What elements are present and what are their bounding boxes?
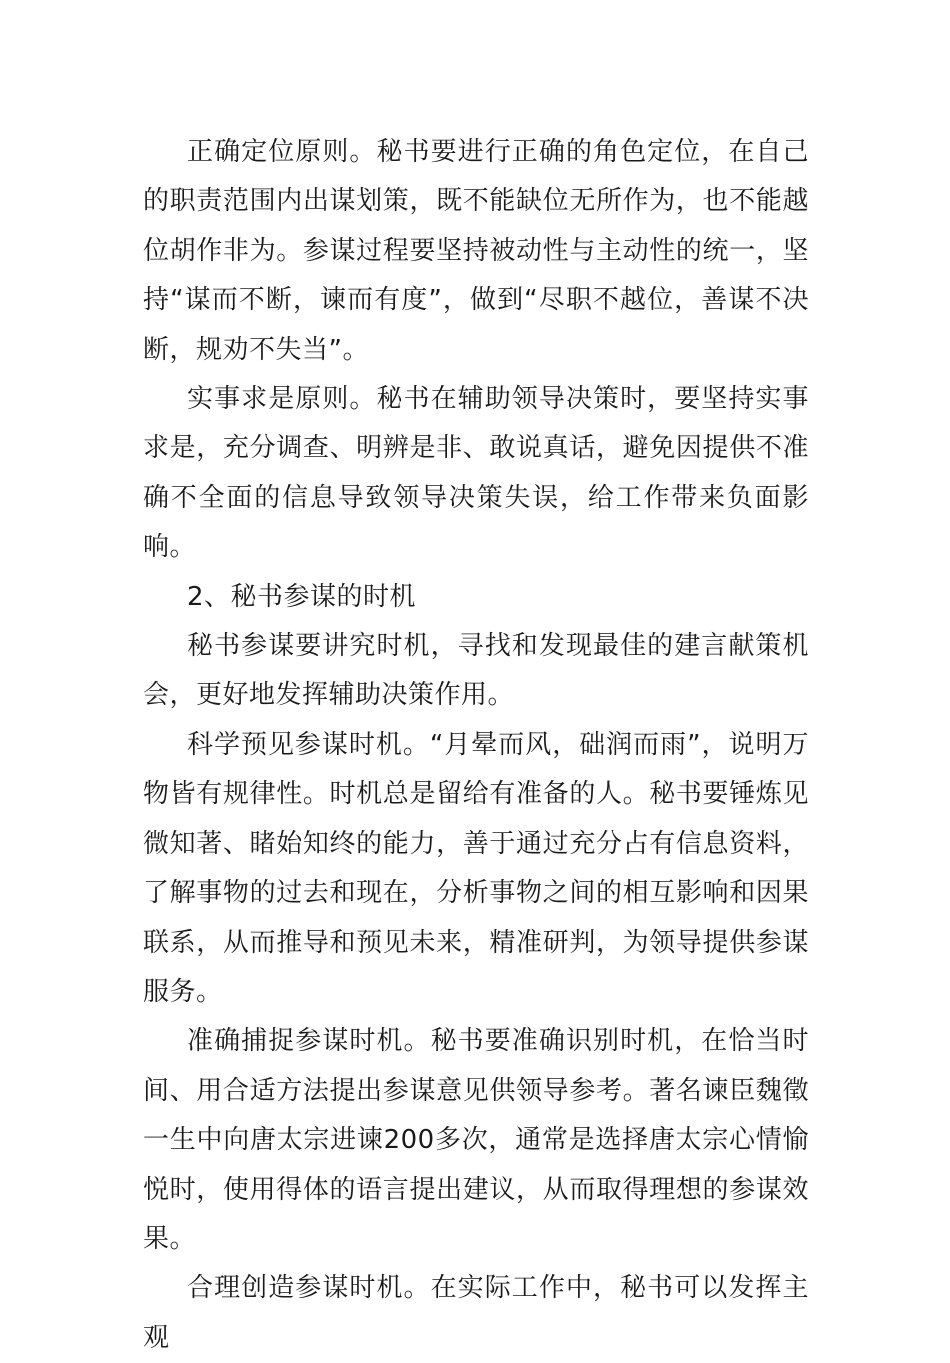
paragraph-timing-intro: 秘书参谋要讲究时机，寻找和发现最佳的建言献策机会，更好地发挥辅助决策作用。 (143, 631, 809, 711)
document-body (143, 128, 809, 1363)
paragraph-capture-timing: 准确捕捉参谋时机。秘书要准确识别时机，在恰当时间、用合适方法提出参谋意见供领导参考。著名谏臣魏徵一生中向唐太宗进谏200多次，通常是选择唐太宗心情愉悦时，使用得体的语言提出建议，从而取得理想的参谋效果。 (143, 1026, 809, 1254)
section-heading-timing: 2、秘书参谋的时机 (187, 581, 417, 612)
paragraph-foresee-timing: 科学预见参谋时机。“月晕而风，础润而雨”，说明万物皆有规律性。时机总是留给有准备的人。秘书要锤炼见微知著、睹始知终的能力，善于通过充分占有信息资料，了解事物的过去和现在，分析事物之间的相互影响和因果联系，从而推导和预见未来，精准研判，为领导提供参谋服务。 (143, 729, 809, 1007)
paragraph-positioning-principle: 正确定位原则。秘书要进行正确的角色定位，在自己的职责范围内出谋划策，既不能缺位无所作为，也不能越位胡作非为。参谋过程要坚持被动性与主动性的统一，坚持“谋而不断，谏而有度”，做到“尽职不越位，善谋不决断，规劝不失当”。 (143, 137, 809, 365)
paragraph-fact-principle: 实事求是原则。秘书在辅助领导决策时，要坚持实事求是，充分调查、明辨是非、敢说真话，避免因提供不准确不全面的信息导致领导决策失误，给工作带来负面影响。 (143, 384, 809, 563)
paragraph-create-timing: 合理创造参谋时机。在实际工作中，秘书可以发挥主观 (143, 1273, 809, 1353)
